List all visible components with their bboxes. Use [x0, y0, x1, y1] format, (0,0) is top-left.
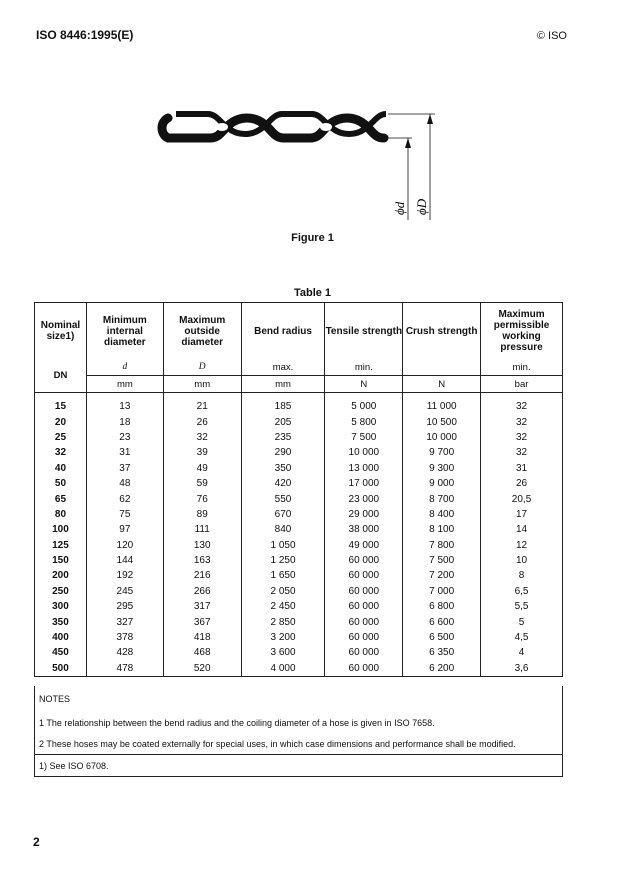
hose-corrugation-profile — [162, 114, 386, 138]
table-cell: 150 — [35, 553, 87, 568]
table-cell: 327 — [86, 614, 163, 629]
table-cell: 17 — [515, 508, 528, 520]
table-cell: 111 — [163, 522, 241, 537]
table-cell: 6 500 — [403, 630, 481, 645]
table-cell: 185 — [241, 393, 325, 415]
table-row — [35, 584, 563, 599]
table-cell: 29 000 — [325, 507, 403, 522]
table-cell: 40 — [35, 461, 87, 476]
table-cell: 10 — [515, 555, 528, 567]
table-cell: 49 — [163, 461, 241, 476]
table-cell: 11 000 — [403, 393, 481, 415]
table-row — [35, 491, 563, 506]
table-cell: 1 050 — [241, 538, 325, 553]
table-cell: 1 650 — [241, 568, 325, 583]
table-cell: 200 — [35, 568, 87, 583]
table-row — [35, 445, 563, 460]
table-cell: 49 000 — [325, 538, 403, 553]
table-cell: 266 — [163, 584, 241, 599]
table-cell: 5 — [518, 616, 525, 628]
table-cell: 7 500 — [325, 430, 403, 445]
table-cell: 62 — [86, 491, 163, 506]
table-row — [35, 430, 563, 445]
figure-caption: Figure 1 — [291, 232, 334, 244]
table-cell: 15 — [35, 393, 87, 415]
table-cell: 5,5 — [514, 601, 529, 613]
table-cell: 428 — [86, 645, 163, 660]
table-cell: 60 000 — [325, 645, 403, 660]
table-cell: 840 — [241, 522, 325, 537]
note-2: 2 These hoses may be coated externally for special uses, in which case dimensions and performance shall be modified. — [34, 733, 563, 754]
unit-cell: bar — [481, 376, 563, 393]
table-row — [35, 507, 563, 522]
table-cell: 1 250 — [241, 553, 325, 568]
table-cell: 7 500 — [403, 553, 481, 568]
table-cell: 295 — [86, 599, 163, 614]
table-cell: 3 200 — [241, 630, 325, 645]
table-cell: 245 — [86, 584, 163, 599]
table-cell: 350 — [241, 461, 325, 476]
table-cell: 38 000 — [325, 522, 403, 537]
table-cell: 378 — [86, 630, 163, 645]
table-cell: 5 000 — [325, 393, 403, 415]
table-cell: 12 — [515, 539, 528, 551]
table-row — [35, 630, 563, 645]
table-cell: 6 600 — [403, 614, 481, 629]
table-cell: 18 — [86, 414, 163, 429]
table-row — [35, 661, 563, 677]
notes-block — [34, 686, 563, 777]
table-symbol-row — [35, 359, 563, 376]
table-cell: 418 — [163, 630, 241, 645]
table-cell: 8 100 — [403, 522, 481, 537]
table-cell: 14 — [515, 524, 528, 536]
table-cell: 317 — [163, 599, 241, 614]
symbol-pressure: min. — [512, 361, 531, 373]
table-cell: 26 — [163, 414, 241, 429]
table-row — [35, 522, 563, 537]
table-cell: 120 — [86, 538, 163, 553]
table-cell: 60 000 — [325, 599, 403, 614]
unit-cell: N — [403, 376, 481, 393]
standard-number: ISO 8446:1995(E) — [36, 28, 134, 42]
table-cell: 13 — [86, 393, 163, 415]
table-cell: 6 350 — [403, 645, 481, 660]
table-cell: 7 800 — [403, 538, 481, 553]
header-max-outside-diameter: Maximum outside diameter — [163, 303, 241, 360]
table-cell: 3,6 — [514, 662, 529, 674]
inner-diameter-label: ϕd — [392, 201, 407, 215]
table-row — [35, 645, 563, 660]
table-cell: 163 — [163, 553, 241, 568]
table-cell: 350 — [35, 614, 87, 629]
outer-diameter-label: ϕD — [414, 198, 429, 215]
table-cell: 5 800 — [325, 414, 403, 429]
table-cell: 8 400 — [403, 507, 481, 522]
table-cell: 39 — [163, 445, 241, 460]
table-cell: 60 000 — [325, 630, 403, 645]
table-cell: 37 — [86, 461, 163, 476]
table-cell: 32 — [515, 431, 528, 443]
symbol-D: D — [163, 359, 241, 376]
header-bend-radius: Bend radius — [241, 303, 325, 360]
header-max-working-pressure: Maximum permissible working pressure — [493, 309, 550, 353]
table-cell: 31 — [86, 445, 163, 460]
table-cell: 60 000 — [325, 568, 403, 583]
table-cell: 26 — [515, 478, 528, 490]
table-cell: 367 — [163, 614, 241, 629]
symbol-dn: DN — [35, 359, 87, 393]
table-cell: 205 — [241, 414, 325, 429]
header-min-internal-diameter: Minimum internal diameter — [86, 303, 163, 360]
table-cell: 32 — [515, 416, 528, 428]
table-cell: 31 — [515, 462, 528, 474]
table-cell: 420 — [241, 476, 325, 491]
table-cell: 4 — [518, 647, 525, 659]
table-cell: 75 — [86, 507, 163, 522]
table-cell: 450 — [35, 645, 87, 660]
table-cell: 10 000 — [403, 430, 481, 445]
table-cell: 60 000 — [325, 614, 403, 629]
table-cell: 9 700 — [403, 445, 481, 460]
table-cell: 80 — [35, 507, 87, 522]
table-cell: 8 700 — [403, 491, 481, 506]
table-row — [35, 538, 563, 553]
header-nominal-size: Nominal size1) — [35, 303, 87, 360]
table-cell: 21 — [163, 393, 241, 415]
table-cell: 32 — [35, 445, 87, 460]
symbol-tensile: min. — [325, 359, 403, 376]
table-cell: 235 — [241, 430, 325, 445]
table-cell: 550 — [241, 491, 325, 506]
note-1: 1 The relationship between the bend radius and the coiling diameter of a hose is given in ISO 7658. — [34, 712, 563, 733]
table-cell: 8 — [518, 570, 525, 582]
copyright-mark: © ISO — [536, 30, 567, 42]
table-cell: 7 200 — [403, 568, 481, 583]
table-cell: 23 000 — [325, 491, 403, 506]
table-row — [35, 614, 563, 629]
table-cell: 6 200 — [403, 661, 481, 677]
table-cell: 500 — [35, 661, 87, 677]
page-number: 2 — [33, 835, 40, 849]
table-cell: 6,5 — [514, 585, 529, 597]
table-cell: 300 — [35, 599, 87, 614]
table-row — [35, 599, 563, 614]
table-cell: 3 600 — [241, 645, 325, 660]
table-cell: 23 — [86, 430, 163, 445]
table-cell: 144 — [86, 553, 163, 568]
table-cell: 60 000 — [325, 661, 403, 677]
table-header-row — [35, 303, 563, 360]
table-cell: 50 — [35, 476, 87, 491]
table-cell: 60 000 — [325, 553, 403, 568]
table-cell: 20 — [35, 414, 87, 429]
header-crush-strength: Crush strength — [403, 303, 481, 360]
table-cell: 4 000 — [241, 661, 325, 677]
table-cell: 400 — [35, 630, 87, 645]
table-cell: 9 000 — [403, 476, 481, 491]
table-cell: 48 — [86, 476, 163, 491]
unit-cell: mm — [86, 376, 163, 393]
table-cell: 216 — [163, 568, 241, 583]
table-cell: 25 — [35, 430, 87, 445]
table-cell: 59 — [163, 476, 241, 491]
table-cell: 9 300 — [403, 461, 481, 476]
table-cell: 60 000 — [325, 584, 403, 599]
table-cell: 7 000 — [403, 584, 481, 599]
notes-heading: NOTES — [34, 686, 563, 712]
table-cell: 32 — [515, 401, 528, 413]
table-cell: 89 — [163, 507, 241, 522]
symbol-d: d — [86, 359, 163, 376]
table-cell: 670 — [241, 507, 325, 522]
unit-cell: mm — [241, 376, 325, 393]
table-cell: 192 — [86, 568, 163, 583]
table-cell: 10 000 — [325, 445, 403, 460]
table-cell: 65 — [35, 491, 87, 506]
table-cell: 250 — [35, 584, 87, 599]
table-cell: 17 000 — [325, 476, 403, 491]
table-row — [35, 553, 563, 568]
unit-cell: mm — [163, 376, 241, 393]
table-cell: 468 — [163, 645, 241, 660]
table-cell: 32 — [163, 430, 241, 445]
table-cell: 130 — [163, 538, 241, 553]
table-cell: 13 000 — [325, 461, 403, 476]
table-cell: 32 — [515, 447, 528, 459]
table-cell: 76 — [163, 491, 241, 506]
table-cell: 6 800 — [403, 599, 481, 614]
table-cell: 2 050 — [241, 584, 325, 599]
table-cell: 478 — [86, 661, 163, 677]
table-cell: 100 — [35, 522, 87, 537]
table-row — [35, 393, 563, 415]
footnote: 1) See ISO 6708. — [34, 754, 563, 777]
symbol-bend: max. — [241, 359, 325, 376]
table-row — [35, 568, 563, 583]
table-cell: 520 — [163, 661, 241, 677]
table-cell: 20,5 — [511, 493, 532, 505]
table-cell: 10 500 — [403, 414, 481, 429]
table-row — [35, 476, 563, 491]
symbol-crush — [403, 359, 481, 376]
header-tensile-strength: Tensile strength — [325, 303, 403, 360]
hose-dimensions-table — [34, 302, 563, 677]
table-unit-row — [35, 376, 563, 393]
hose-profile-figure — [150, 100, 450, 225]
table-cell: 4,5 — [514, 632, 529, 644]
table-row — [35, 414, 563, 429]
table-caption: Table 1 — [293, 287, 332, 299]
table-cell: 97 — [86, 522, 163, 537]
table-row — [35, 461, 563, 476]
table-cell: 125 — [35, 538, 87, 553]
unit-cell: N — [325, 376, 403, 393]
table-cell: 290 — [241, 445, 325, 460]
table-cell: 2 850 — [241, 614, 325, 629]
table-cell: 2 450 — [241, 599, 325, 614]
